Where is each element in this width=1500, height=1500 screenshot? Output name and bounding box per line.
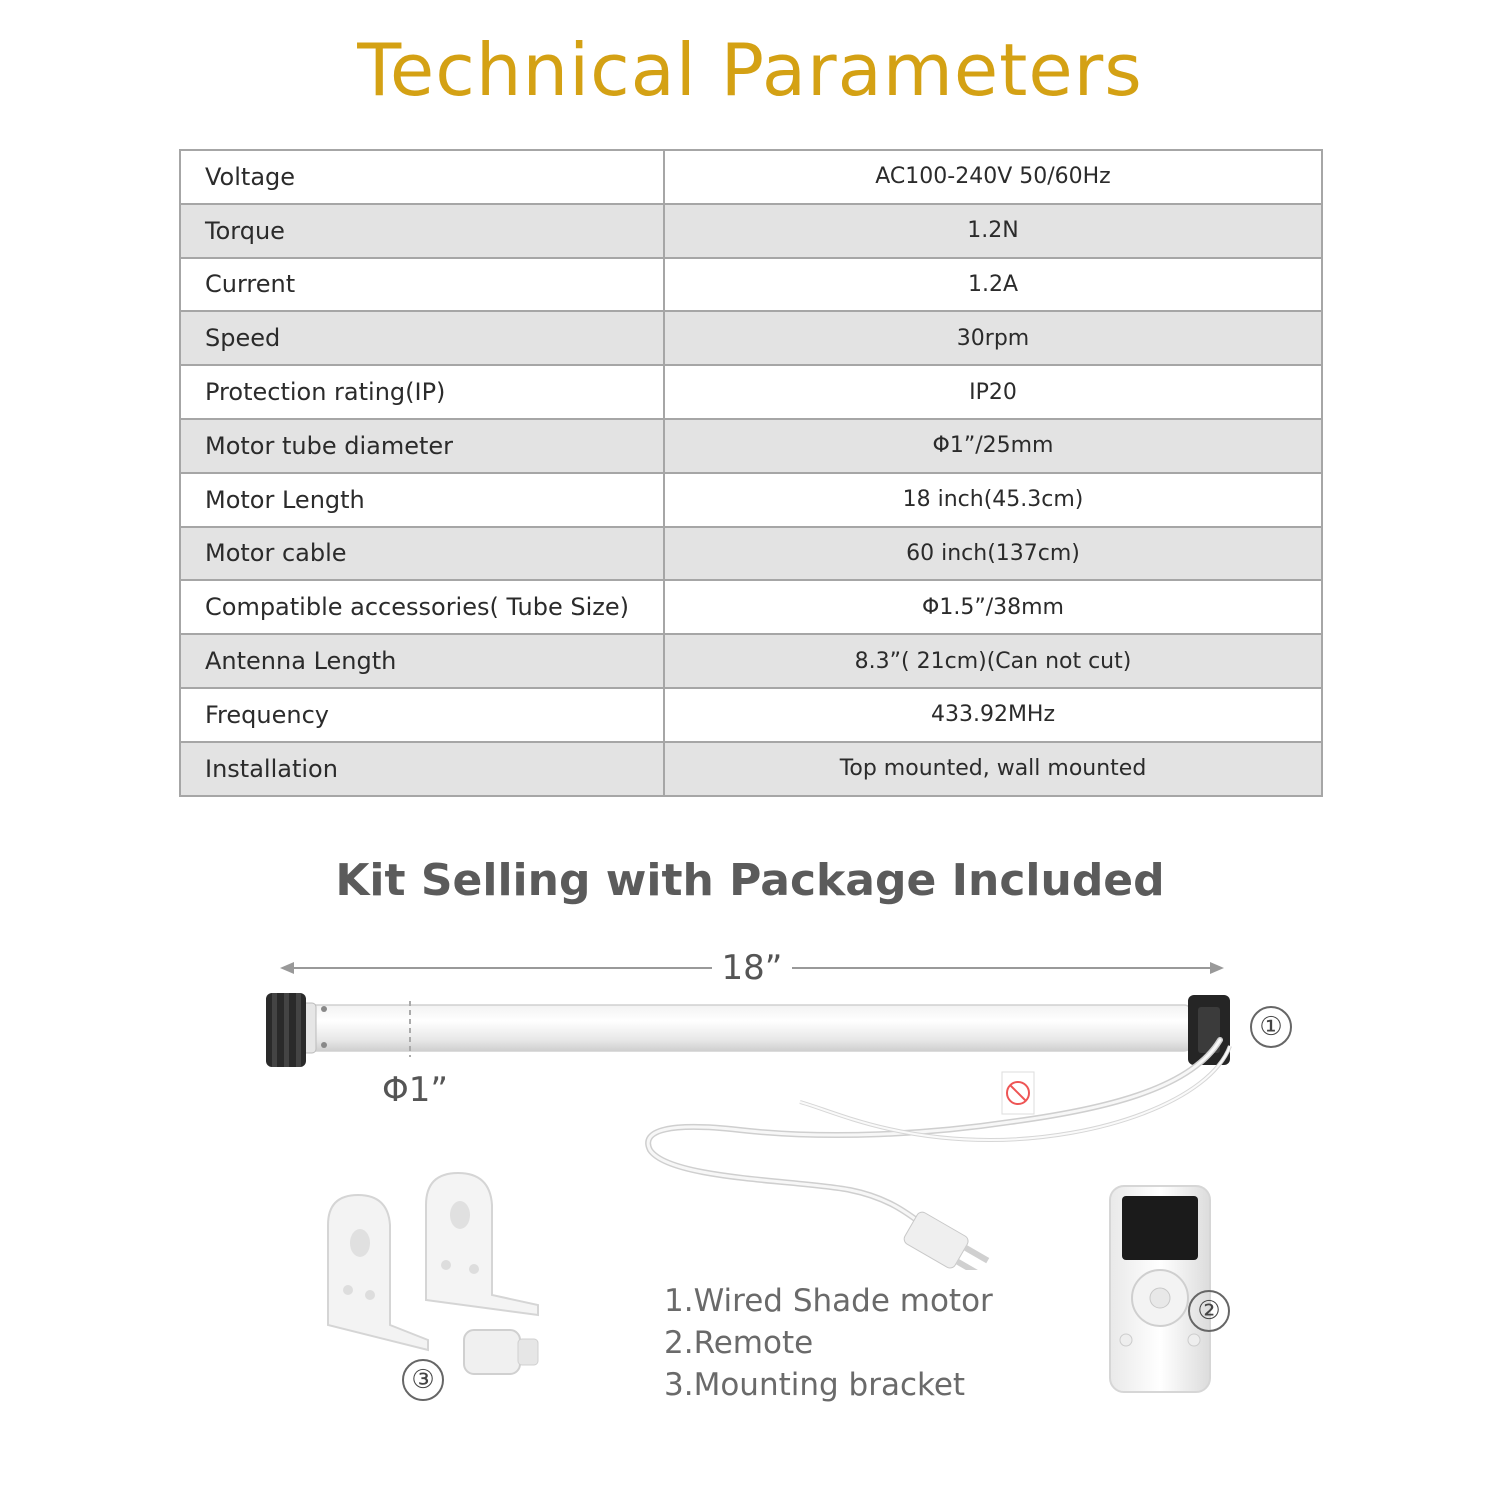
param-key: Protection rating(IP) [180,365,664,419]
list-item: 1.Wired Shade motor [664,1283,993,1319]
param-key: Motor tube diameter [180,419,664,473]
table-row [180,311,1322,365]
list-item: 3.Mounting bracket [664,1367,966,1403]
param-key: Installation [180,742,664,796]
table-row [180,742,1322,796]
diameter-label: Φ1” [382,1070,449,1110]
param-value: 1.2N [664,204,1322,258]
param-value: 433.92MHz [664,688,1322,742]
param-key: Motor Length [180,473,664,527]
table-row [180,419,1322,473]
param-value: AC100-240V 50/60Hz [664,150,1322,204]
param-value: Φ1”/25mm [664,419,1322,473]
param-value: 8.3”( 21cm)(Can not cut) [664,634,1322,688]
table-row [180,580,1322,634]
table-row [180,473,1322,527]
param-key: Antenna Length [180,634,664,688]
param-key: Torque [180,204,664,258]
param-value: Top mounted, wall mounted [664,742,1322,796]
parameters-table [179,149,1323,797]
param-key: Frequency [180,688,664,742]
marker-2: ② [1188,1290,1230,1332]
mounting-bracket-image [318,1165,558,1395]
table-row [180,527,1322,581]
param-value: IP20 [664,365,1322,419]
param-value: Φ1.5”/38mm [664,580,1322,634]
table-row [180,365,1322,419]
table-row [180,634,1322,688]
page-title: Technical Parameters [357,28,1143,112]
table-row [180,258,1322,312]
table-row [180,204,1322,258]
param-key: Compatible accessories( Tube Size) [180,580,664,634]
param-key: Voltage [180,150,664,204]
param-value: 18 inch(45.3cm) [664,473,1322,527]
marker-3: ③ [402,1359,444,1401]
marker-1: ① [1250,1006,1292,1048]
list-item: 2.Remote [664,1325,814,1361]
package-item-list [664,1280,993,1406]
package-title: Kit Selling with Package Included [335,855,1165,906]
param-key: Current [180,258,664,312]
param-key: Speed [180,311,664,365]
param-key: Motor cable [180,527,664,581]
param-value: 1.2A [664,258,1322,312]
length-label: 18” [712,948,792,988]
param-value: 60 inch(137cm) [664,527,1322,581]
table-row [180,150,1322,204]
param-value: 30rpm [664,311,1322,365]
table-row [180,688,1322,742]
